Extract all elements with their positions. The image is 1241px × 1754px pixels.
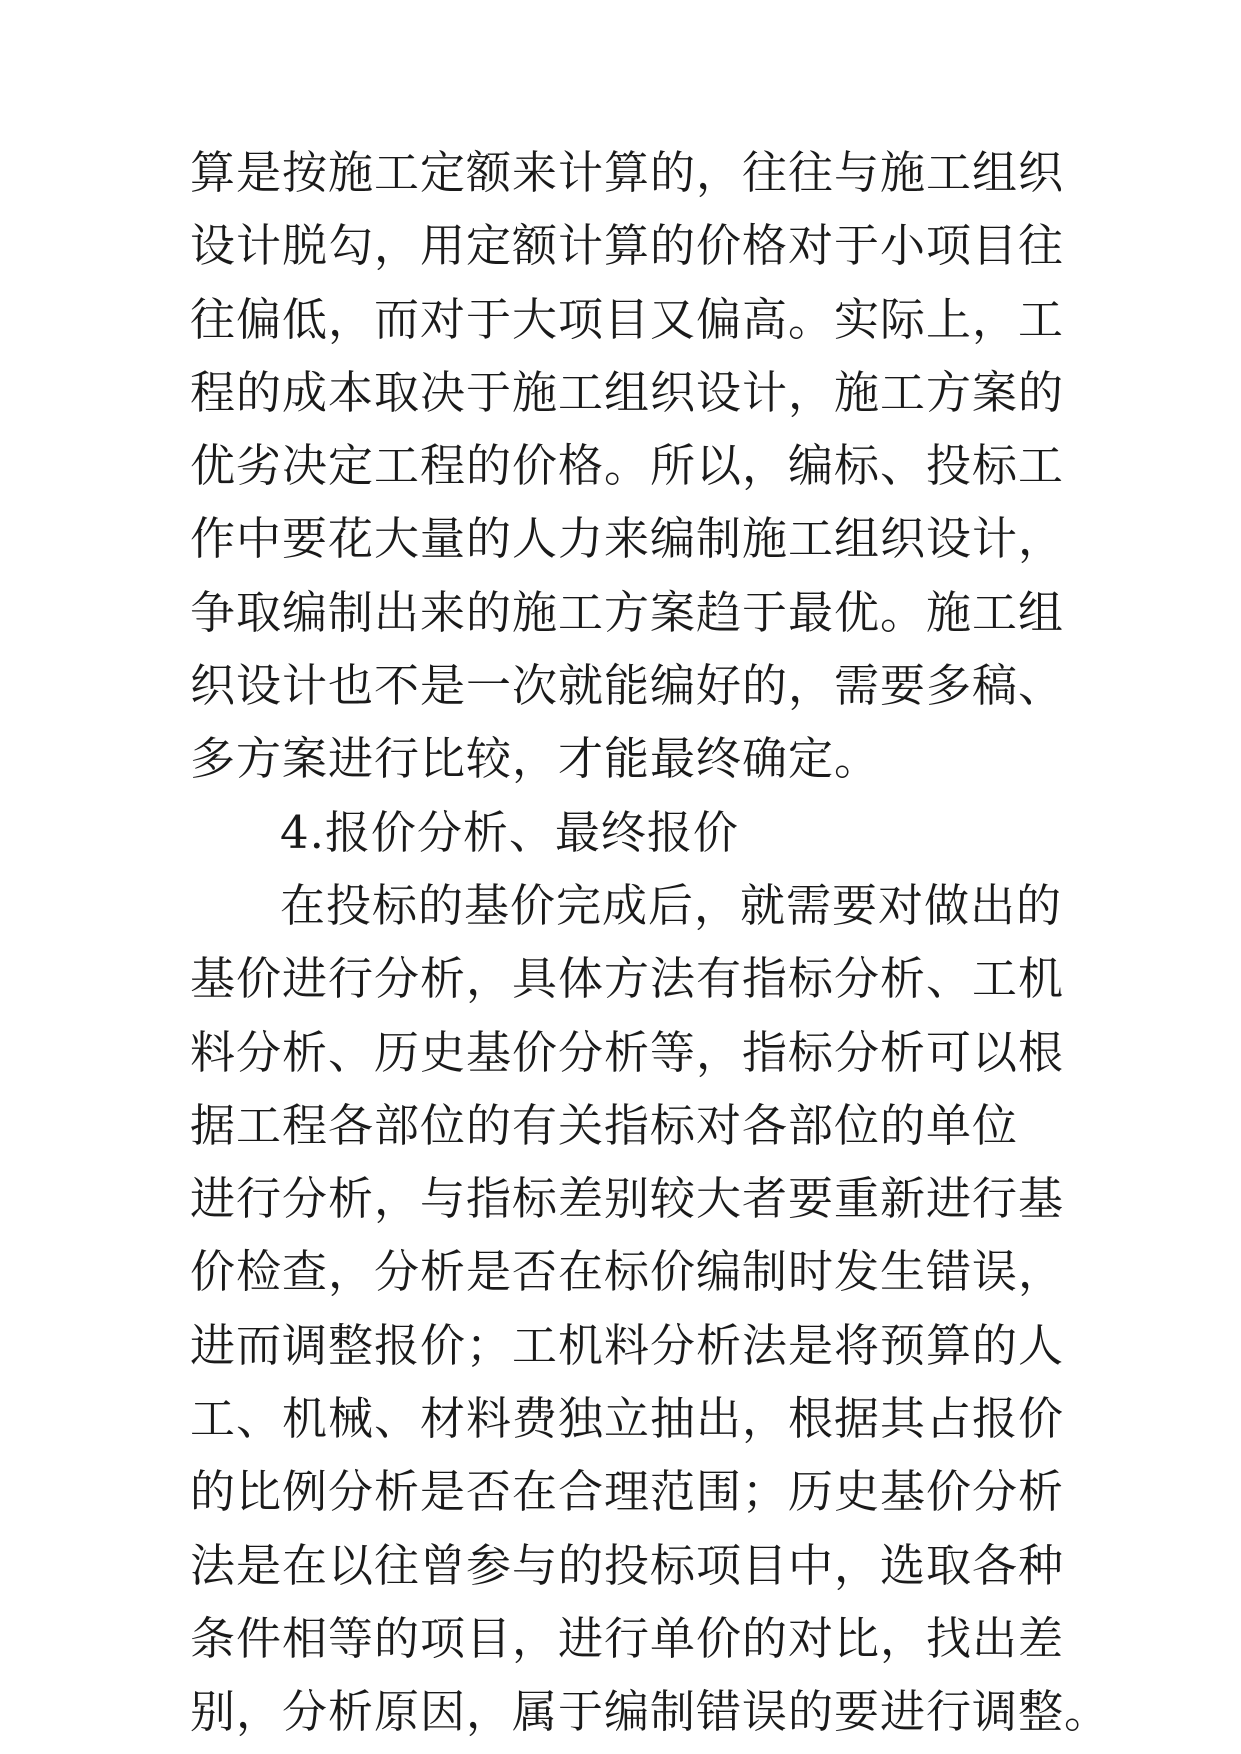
text-line: 算是按施工定额来计算的，往往与施工组织: [190, 146, 1065, 199]
text-line: 进而调整报价；工机料分析法是将预算的人: [190, 1318, 1065, 1372]
text-line: 进行分析，与指标差别较大者要重新进行基: [190, 1172, 1065, 1226]
text-line: 工、机械、材料费独立抽出，根据其占报价: [190, 1392, 1065, 1446]
text-line: 优劣决定工程的价格。所以，编标、投标工: [190, 439, 1065, 493]
text-line: 争取编制出来的施工方案趋于最优。施工组: [190, 585, 1065, 639]
paragraph-first-line: 在投标的基价完成后，就需要对做出的: [280, 878, 1063, 932]
text-line: 条件相等的项目，进行单价的对比，找出差: [190, 1611, 1065, 1665]
text-line: 多方案进行比较，才能最终确定。: [190, 732, 881, 786]
text-line: 据工程各部位的有关指标对各部位的单位: [190, 1098, 1019, 1152]
text-line: 料分析、历史基价分析等，指标分析可以根: [190, 1025, 1065, 1079]
text-line: 的比例分析是否在合理范围；历史基价分析: [190, 1465, 1065, 1519]
text-line: 法是在以往曾参与的投标项目中，选取各种: [190, 1538, 1065, 1592]
text-line: 价检查，分析是否在标价编制时发生错误，: [190, 1245, 1065, 1299]
text-line: 别，分析原因，属于编制错误的要进行调整。: [190, 1685, 1111, 1739]
text-line: 作中要花大量的人力来编制施工组织设计，: [190, 512, 1065, 566]
text-line: 程的成本取决于施工组织设计，施工方案的: [190, 365, 1065, 419]
section-heading: 4.报价分析、最终报价: [280, 805, 739, 859]
text-line: 织设计也不是一次就能编好的，需要多稿、: [190, 659, 1065, 713]
text-line: 设计脱勾，用定额计算的价格对于小项目往: [190, 219, 1065, 273]
text-line: 基价进行分析，具体方法有指标分析、工机: [190, 952, 1065, 1006]
text-line: 往偏低，而对于大项目又偏高。实际上，工: [190, 292, 1065, 346]
body-text: [190, 136, 1111, 1749]
